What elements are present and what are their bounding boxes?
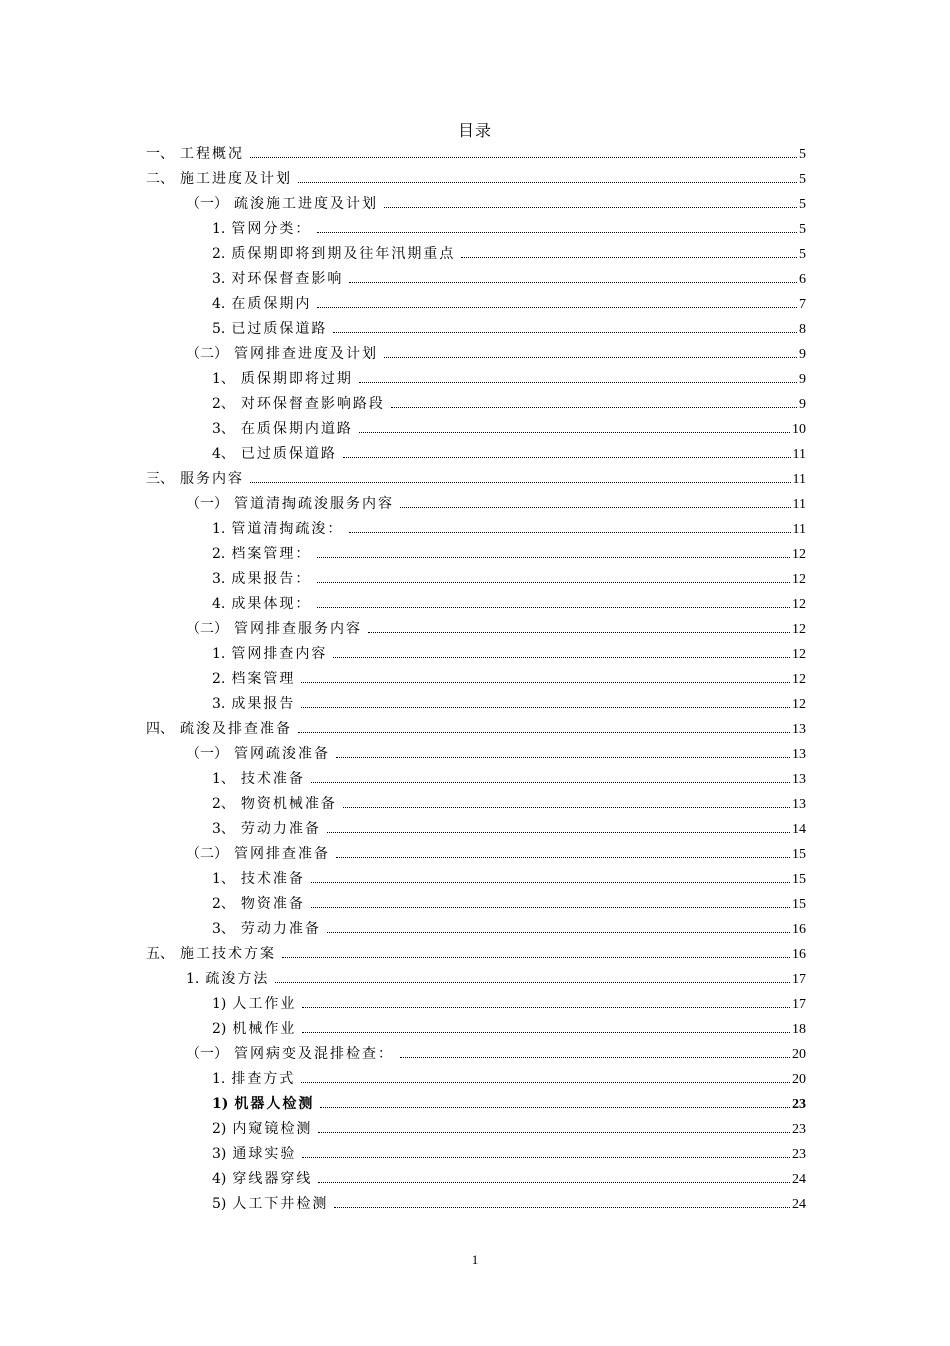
- toc-entry-label: [212, 820, 321, 838]
- toc-dot-leader: [384, 207, 797, 208]
- toc-entry-page: 24: [792, 1197, 806, 1212]
- toc-entry-page: 12: [792, 647, 806, 662]
- toc-entry[interactable]: [0, 942, 950, 967]
- toc-entry-page: 11: [792, 447, 806, 462]
- toc-entry-number: （一）: [186, 746, 228, 762]
- toc-entry-label: [146, 145, 244, 163]
- toc-entry-number: 1.: [212, 1071, 226, 1087]
- toc-entry[interactable]: [0, 717, 950, 742]
- toc-entry-number: 3): [212, 1146, 227, 1162]
- toc-dot-leader: [317, 557, 790, 558]
- toc-entry-number: 2.: [212, 546, 226, 562]
- toc-entry-label: [212, 245, 455, 263]
- toc-entry-page: 12: [792, 697, 806, 712]
- toc-entry-text: 技术准备: [240, 771, 305, 787]
- toc-entry[interactable]: [0, 617, 950, 642]
- toc-entry-text: 机器人检测: [234, 1096, 315, 1112]
- toc-entry-label: [212, 370, 353, 388]
- toc-title: 目录: [457, 121, 492, 140]
- toc-entry-number: 4): [212, 1171, 227, 1187]
- toc-dot-leader: [384, 357, 797, 358]
- toc-entry[interactable]: [0, 1042, 950, 1067]
- toc-entry-number: 2、: [212, 896, 235, 912]
- toc-entry-text: 人工下井检测: [232, 1196, 329, 1212]
- toc-entry-text: 疏浚施工进度及计划: [234, 196, 378, 212]
- toc-dot-leader: [317, 582, 790, 583]
- toc-entry-label: [212, 295, 311, 313]
- toc-entry-number: （一）: [186, 196, 228, 212]
- toc-entry-number: 三、: [146, 471, 174, 487]
- toc-dot-leader: [334, 1207, 790, 1208]
- toc-entry[interactable]: [0, 642, 950, 667]
- toc-entry-number: 二、: [146, 171, 174, 187]
- toc-dot-leader: [282, 957, 790, 958]
- toc-entry-number: 2、: [212, 396, 235, 412]
- toc-entry-number: 1): [212, 1096, 229, 1112]
- toc-entry-number: 2): [212, 1021, 227, 1037]
- toc-entry[interactable]: [0, 542, 950, 567]
- toc-entry-text: 劳动力准备: [240, 921, 321, 937]
- toc-entry-label: [212, 1145, 296, 1163]
- toc-dot-leader: [400, 507, 791, 508]
- toc-dot-leader: [301, 707, 790, 708]
- toc-entry-number: 4.: [212, 296, 226, 312]
- toc-entry-number: 3.: [212, 571, 226, 587]
- toc-entry-page: 11: [792, 472, 806, 487]
- toc-entry-page: 23: [792, 1122, 806, 1137]
- toc-entry-text: 物资机械准备: [240, 796, 337, 812]
- toc-entry[interactable]: [0, 992, 950, 1017]
- toc-entry-text: 管网排查准备: [234, 846, 330, 862]
- toc-dot-leader: [250, 157, 797, 158]
- toc-entry[interactable]: [0, 267, 950, 292]
- toc-entry-page: 15: [792, 897, 806, 912]
- toc-entry-label: [146, 720, 292, 738]
- toc-dot-leader: [400, 1057, 790, 1058]
- toc-dot-leader: [311, 907, 790, 908]
- toc-entry-number: 1、: [212, 871, 235, 887]
- toc-entry-text: 物资准备: [240, 896, 305, 912]
- toc-entry-number: 5.: [212, 321, 226, 337]
- toc-entry-label: [212, 920, 321, 938]
- toc-entry-label: [186, 195, 378, 213]
- toc-entry[interactable]: [0, 342, 950, 367]
- toc-entry-text: 管网病变及混排检查：: [234, 1046, 394, 1062]
- toc-entry-label: [186, 745, 330, 763]
- toc-dot-leader: [368, 632, 790, 633]
- toc-entry[interactable]: [0, 792, 950, 817]
- toc-entry-number: （二）: [186, 846, 228, 862]
- toc-entry-text: 管网排查服务内容: [234, 621, 362, 637]
- toc-dot-leader: [311, 882, 790, 883]
- toc-entry-label: [212, 1095, 314, 1113]
- toc-entry-text: 质保期即将到期及往年汛期重点: [231, 246, 456, 262]
- toc-entry-text: 技术准备: [240, 871, 305, 887]
- toc-entry-text: 对环保督查影响路段: [240, 396, 385, 412]
- toc-entry-page: 20: [792, 1047, 806, 1062]
- toc-entry-label: [212, 420, 353, 438]
- toc-entry-page: 16: [792, 922, 806, 937]
- toc-entry[interactable]: [0, 1092, 950, 1117]
- toc-entry-number: 1、: [212, 771, 235, 787]
- toc-entry[interactable]: [0, 417, 950, 442]
- toc-entry-number: 3、: [212, 821, 235, 837]
- toc-entry-text: 施工技术方案: [180, 946, 276, 962]
- toc-dot-leader: [333, 657, 790, 658]
- toc-entry[interactable]: [0, 867, 950, 892]
- toc-entry[interactable]: [0, 367, 950, 392]
- toc-entry[interactable]: [0, 442, 950, 467]
- toc-entry[interactable]: [0, 1192, 950, 1217]
- toc-entry-label: [212, 995, 296, 1013]
- toc-dot-leader: [327, 932, 790, 933]
- toc-entry-label: [146, 170, 292, 188]
- toc-entry-number: 1.: [212, 221, 226, 237]
- toc-entry-page: 12: [792, 672, 806, 687]
- toc-entry-page: 9: [799, 397, 806, 412]
- toc-dot-leader: [317, 307, 797, 308]
- toc-entry-number: 1.: [212, 521, 226, 537]
- toc-entry-page: 13: [792, 722, 806, 737]
- toc-entry[interactable]: [0, 1017, 950, 1042]
- toc-dot-leader: [318, 1132, 790, 1133]
- toc-entry-page: 18: [792, 1022, 806, 1037]
- toc-entry-page: 15: [792, 872, 806, 887]
- toc-entry-text: 管网排查进度及计划: [234, 346, 378, 362]
- toc-dot-leader: [317, 607, 790, 608]
- toc-entry-page: 13: [792, 772, 806, 787]
- toc-entry-number: 五、: [146, 946, 174, 962]
- toc-entry-label: [186, 970, 269, 988]
- toc-entry-text: 管网疏浚准备: [234, 746, 330, 762]
- toc-entry-text: 成果体现：: [231, 596, 312, 612]
- toc-entry-label: [212, 545, 311, 563]
- toc-entry-label: [212, 1195, 328, 1213]
- toc-entry-number: （一）: [186, 1046, 228, 1062]
- toc-entry[interactable]: [0, 567, 950, 592]
- toc-entry-label: [212, 695, 295, 713]
- toc-dot-leader: [302, 1032, 790, 1033]
- toc-entry-page: 14: [792, 822, 806, 837]
- toc-entry-number: 1.: [212, 646, 226, 662]
- toc-dot-leader: [343, 807, 790, 808]
- toc-entry-page: 8: [799, 322, 806, 337]
- toc-dot-leader: [301, 1082, 790, 1083]
- toc-entry[interactable]: [0, 1117, 950, 1142]
- toc-entry[interactable]: [0, 817, 950, 842]
- toc-entry-number: 3.: [212, 271, 226, 287]
- toc-entry-page: 24: [792, 1172, 806, 1187]
- toc-entry-text: 疏浚方法: [205, 971, 270, 987]
- toc-entry-label: [212, 270, 343, 288]
- toc-entry-label: [212, 220, 311, 238]
- toc-entry-text: 工程概况: [180, 146, 244, 162]
- toc-entry[interactable]: [0, 742, 950, 767]
- toc-entry-label: [186, 495, 394, 513]
- toc-dot-leader: [302, 1007, 790, 1008]
- toc-entry-number: 1): [212, 996, 227, 1012]
- toc-entry-page: 9: [799, 347, 806, 362]
- toc-entry-label: [186, 620, 362, 638]
- toc-entry-number: 2): [212, 1121, 227, 1137]
- toc-entry-number: 2.: [212, 671, 226, 687]
- toc-entry[interactable]: [0, 967, 950, 992]
- toc-entry[interactable]: [0, 1167, 950, 1192]
- toc-dot-leader: [336, 757, 790, 758]
- toc-entry[interactable]: [0, 142, 950, 167]
- toc-entry-page: 11: [792, 497, 806, 512]
- toc-entry[interactable]: [0, 217, 950, 242]
- toc-entry[interactable]: [0, 692, 950, 717]
- toc-entry-label: [212, 445, 337, 463]
- toc-entry[interactable]: [0, 917, 950, 942]
- toc-entry-number: 3、: [212, 921, 235, 937]
- toc-entry[interactable]: [0, 592, 950, 617]
- toc-entry-label: [186, 345, 378, 363]
- toc-dot-leader: [343, 457, 791, 458]
- page-number: 1: [471, 1252, 479, 1267]
- toc-entry-page: 12: [792, 622, 806, 637]
- toc-entry[interactable]: [0, 242, 950, 267]
- toc-entry[interactable]: [0, 292, 950, 317]
- toc-entry-text: 在质保期内道路: [240, 421, 353, 437]
- toc-entry-label: [212, 645, 327, 663]
- toc-entry-page: 9: [799, 372, 806, 387]
- toc-entry-page: 5: [799, 172, 806, 187]
- toc-entry[interactable]: [0, 842, 950, 867]
- toc-entry-number: （二）: [186, 621, 228, 637]
- toc-entry[interactable]: [0, 1142, 950, 1167]
- toc-entry-number: （二）: [186, 346, 228, 362]
- toc-dot-leader: [317, 232, 797, 233]
- toc-dot-leader: [275, 982, 790, 983]
- toc-entry-number: 1.: [186, 971, 200, 987]
- toc-dot-leader: [349, 282, 797, 283]
- toc-entry[interactable]: [0, 517, 950, 542]
- toc-entry-text: 管道清掏疏浚服务内容: [234, 496, 394, 512]
- toc-entry-label: [186, 845, 330, 863]
- toc-entry-page: 17: [792, 997, 806, 1012]
- toc-entry-number: 1、: [212, 371, 235, 387]
- toc-entry-page: 13: [792, 797, 806, 812]
- toc-entry-page: 12: [792, 547, 806, 562]
- toc-entry-number: 2、: [212, 796, 235, 812]
- toc-entry-label: [212, 320, 327, 338]
- toc-entry-page: 5: [799, 247, 806, 262]
- toc-entry-text: 内窥镜检测: [232, 1121, 313, 1137]
- toc-entry-page: 5: [799, 222, 806, 237]
- toc-dot-leader: [461, 257, 797, 258]
- toc-entry-number: 4.: [212, 596, 226, 612]
- toc-dot-leader: [298, 182, 797, 183]
- toc-entry-number: 4、: [212, 446, 235, 462]
- toc-entry-page: 16: [792, 947, 806, 962]
- toc-entry-text: 管网排查内容: [231, 646, 328, 662]
- toc-entry-page: 20: [792, 1072, 806, 1087]
- toc-entry-text: 已过质保道路: [231, 321, 328, 337]
- toc-entry-text: 已过质保道路: [240, 446, 337, 462]
- toc-entry-number: （一）: [186, 496, 228, 512]
- toc-entry[interactable]: [0, 392, 950, 417]
- toc-entry-page: 10: [792, 422, 806, 437]
- toc-entry-label: [212, 870, 305, 888]
- toc-entry-number: 一、: [146, 146, 174, 162]
- toc-dot-leader: [311, 782, 790, 783]
- toc-dot-leader: [359, 382, 797, 383]
- toc-dot-leader: [320, 1107, 790, 1108]
- toc-entry[interactable]: [0, 467, 950, 492]
- toc-entry-text: 质保期即将过期: [240, 371, 353, 387]
- toc-entry-label: [212, 1170, 312, 1188]
- toc-entry-page: 15: [792, 847, 806, 862]
- toc-entry-label: [212, 520, 343, 538]
- toc-entry-page: 17: [792, 972, 806, 987]
- toc-entry[interactable]: [0, 317, 950, 342]
- toc-entry-page: 5: [799, 197, 806, 212]
- toc-entry-page: 23: [792, 1147, 806, 1162]
- toc-entry-page: 5: [799, 147, 806, 162]
- toc-entry-text: 管网分类：: [231, 221, 312, 237]
- toc-dot-leader: [318, 1182, 790, 1183]
- toc-dot-leader: [391, 407, 797, 408]
- toc-entry-page: 6: [799, 272, 806, 287]
- toc-entry-text: 档案管理：: [231, 546, 312, 562]
- toc-entry-text: 在质保期内: [231, 296, 312, 312]
- toc-entry-text: 疏浚及排查准备: [180, 721, 292, 737]
- toc-entry-number: 3、: [212, 421, 235, 437]
- toc-entry[interactable]: [0, 667, 950, 692]
- toc-entry-page: 13: [792, 747, 806, 762]
- toc-entry-text: 档案管理: [231, 671, 296, 687]
- toc-entry-number: 5): [212, 1196, 227, 1212]
- toc-entry-text: 通球实验: [232, 1146, 297, 1162]
- toc-entry-number: 2.: [212, 246, 226, 262]
- toc-entry-text: 对环保督查影响: [231, 271, 344, 287]
- toc-entry[interactable]: [0, 1067, 950, 1092]
- toc-entry-page: 7: [799, 297, 806, 312]
- toc-entry-text: 劳动力准备: [240, 821, 321, 837]
- toc-entry-page: 12: [792, 572, 806, 587]
- toc-entry-page: 11: [792, 522, 806, 537]
- toc-entry[interactable]: [0, 192, 950, 217]
- toc-dot-leader: [250, 482, 791, 483]
- toc-entry-label: [212, 670, 295, 688]
- toc-entry-page: 12: [792, 597, 806, 612]
- toc-entry-label: [212, 895, 305, 913]
- toc-entry-text: 管道清掏疏浚：: [231, 521, 344, 537]
- toc-entry-label: [212, 395, 385, 413]
- toc-dot-leader: [327, 832, 790, 833]
- toc-entry-label: [212, 1120, 312, 1138]
- toc-dot-leader: [359, 432, 790, 433]
- toc-entry-text: 施工进度及计划: [180, 171, 292, 187]
- toc-entry-label: [212, 1070, 295, 1088]
- toc-entry-text: 排查方式: [231, 1071, 296, 1087]
- toc-entry-number: 3.: [212, 696, 226, 712]
- toc-dot-leader: [333, 332, 797, 333]
- toc-dot-leader: [349, 532, 791, 533]
- toc-entry[interactable]: [0, 167, 950, 192]
- toc-entry-text: 服务内容: [180, 471, 244, 487]
- toc-dot-leader: [301, 682, 790, 683]
- toc-entry-number: 四、: [146, 721, 174, 737]
- toc-entry[interactable]: [0, 767, 950, 792]
- toc-entry-label: [212, 1020, 296, 1038]
- toc-entry[interactable]: [0, 892, 950, 917]
- toc-entry-text: 成果报告：: [231, 571, 312, 587]
- toc-entry-page: 23: [792, 1097, 806, 1112]
- toc-entry-text: 成果报告: [231, 696, 296, 712]
- toc-entry-label: [146, 945, 276, 963]
- toc-entry-label: [212, 570, 311, 588]
- toc-dot-leader: [336, 857, 790, 858]
- toc-entry-label: [212, 770, 305, 788]
- toc-entry-label: [186, 1045, 394, 1063]
- toc-entry-label: [212, 595, 311, 613]
- toc-dot-leader: [302, 1157, 790, 1158]
- toc-entry-text: 机械作业: [232, 1021, 297, 1037]
- toc-entry[interactable]: [0, 492, 950, 517]
- toc-entry-label: [146, 470, 244, 488]
- toc-entry-text: 人工作业: [232, 996, 297, 1012]
- toc-dot-leader: [298, 732, 790, 733]
- toc-entry-text: 穿线器穿线: [232, 1171, 313, 1187]
- toc-entry-label: [212, 795, 337, 813]
